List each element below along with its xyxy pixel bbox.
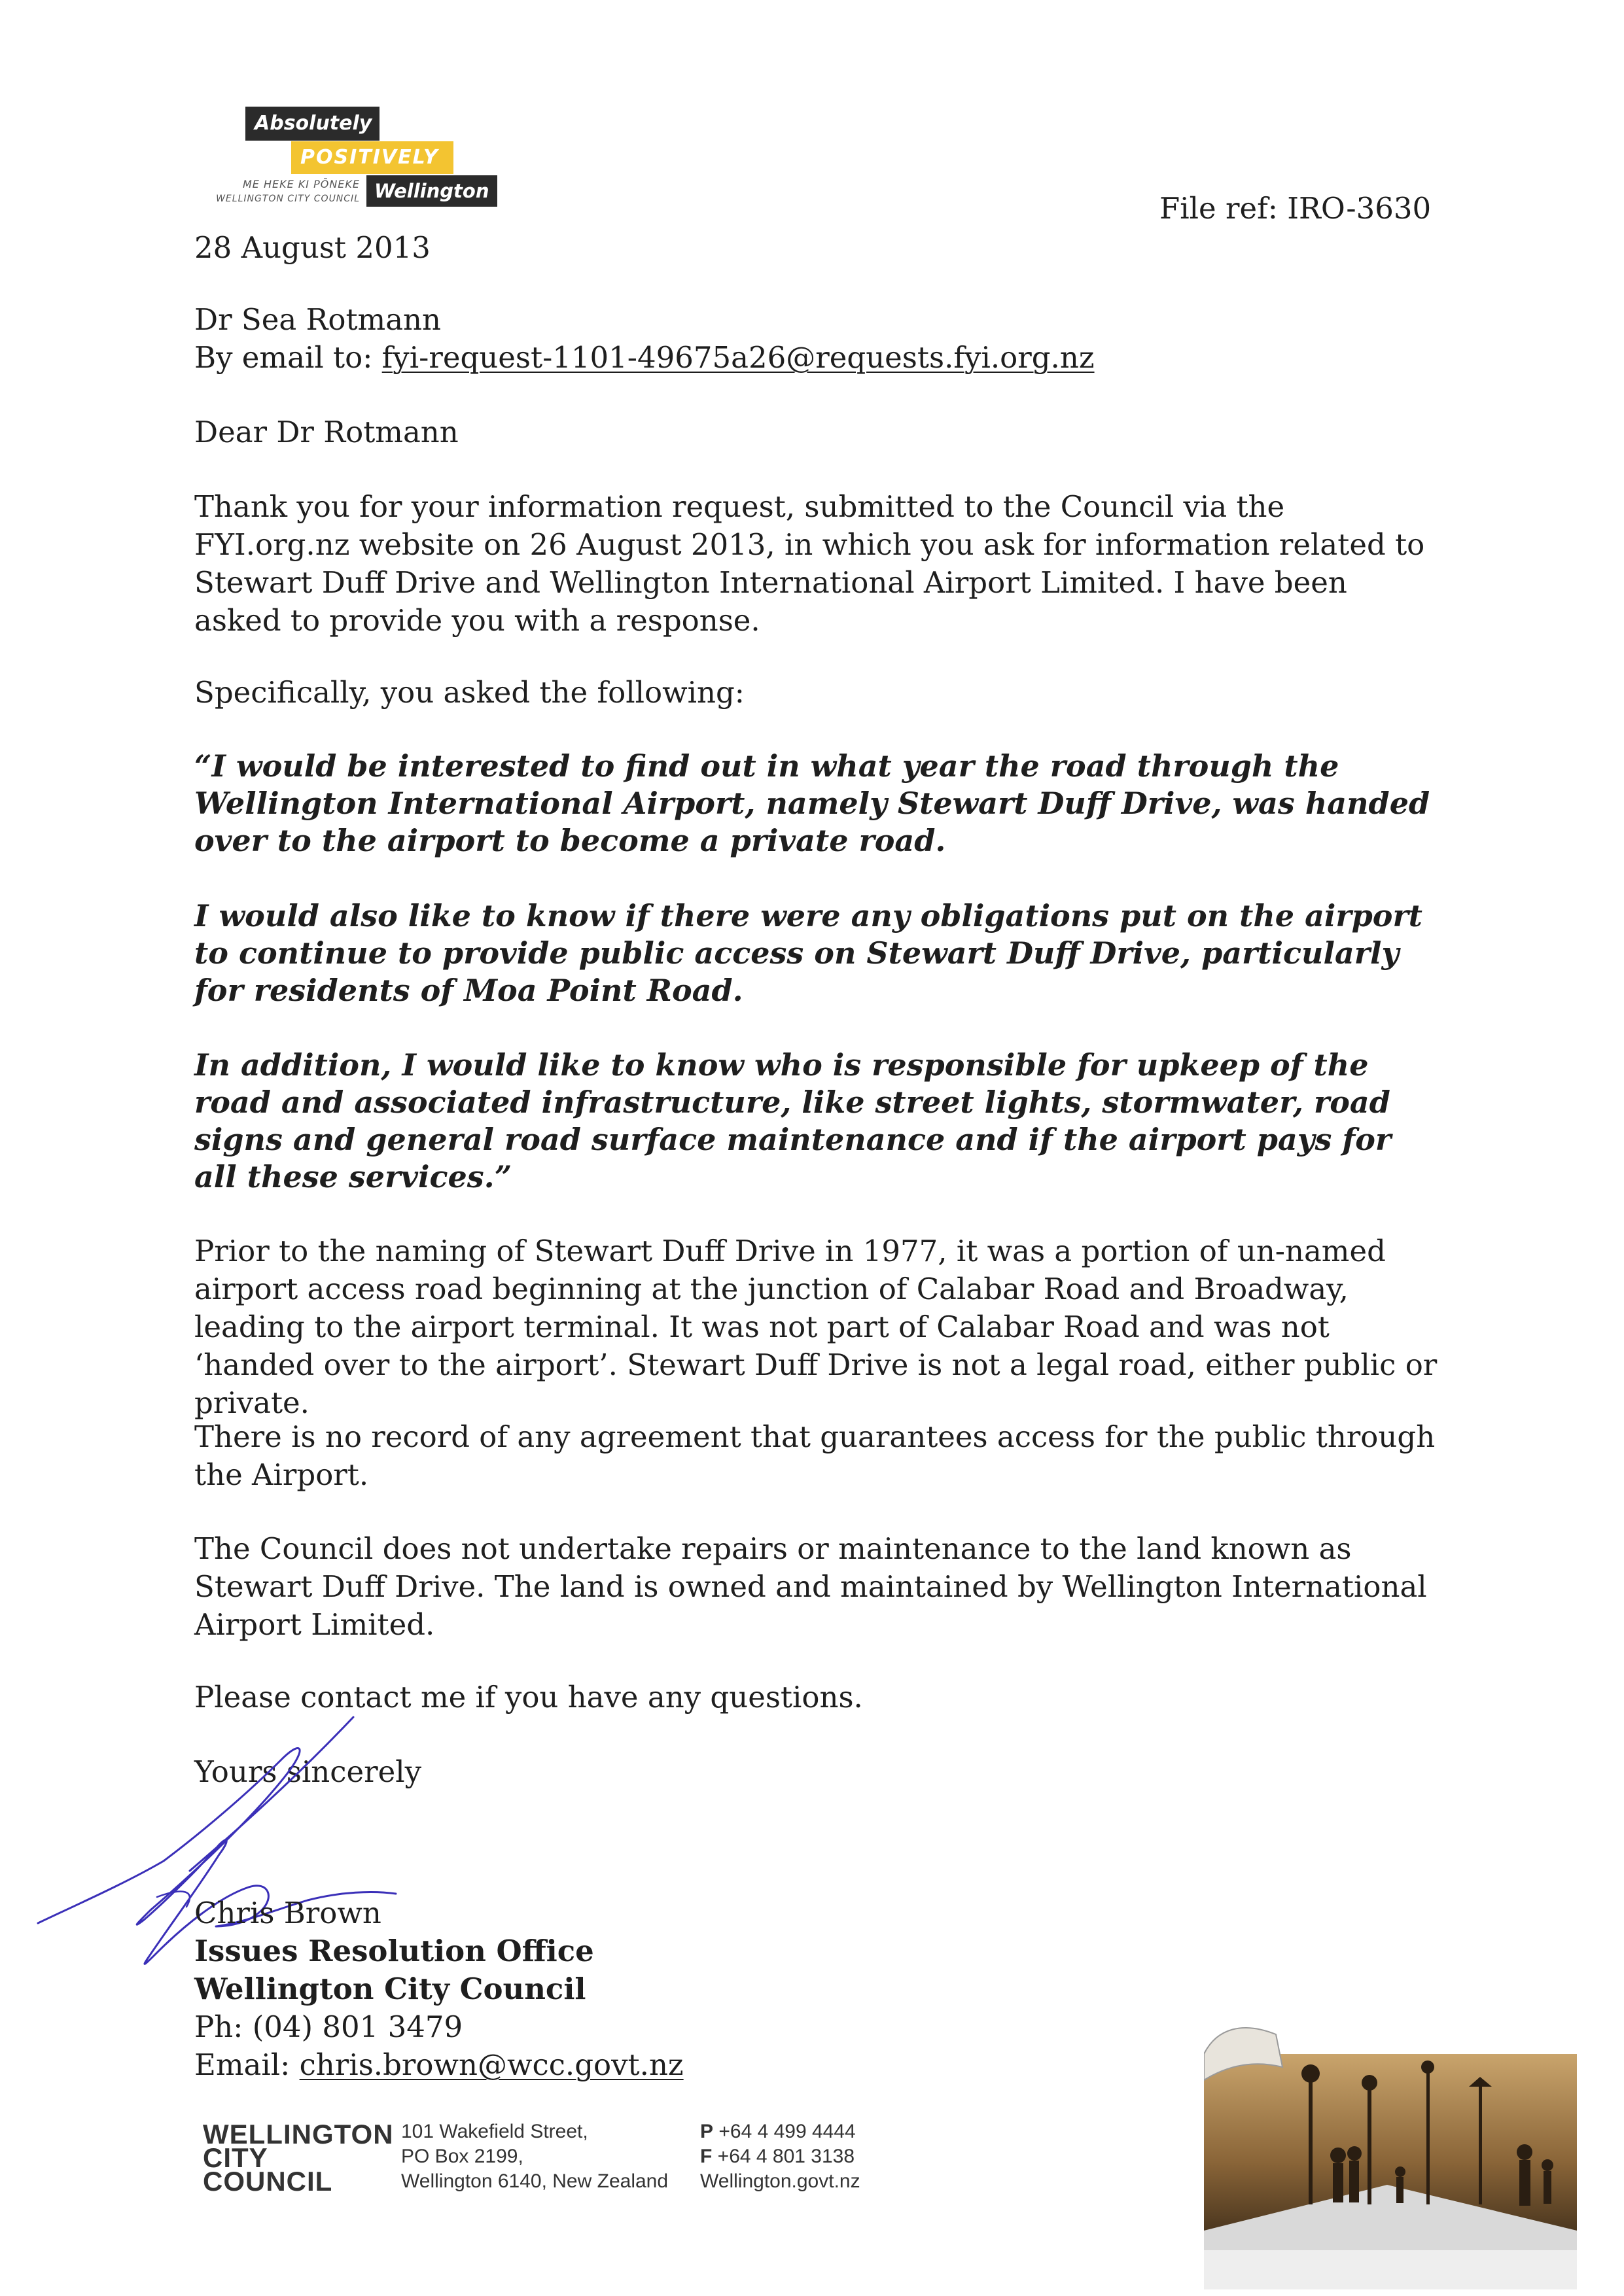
- footer-fax-row: [700, 2144, 860, 2169]
- footer-org-line-1: WELLINGTON: [203, 2119, 394, 2149]
- body-paragraph-3: [194, 1530, 1438, 1644]
- asked-text: Specifically, you asked the following:: [194, 675, 745, 710]
- logo-maori-tagline: ME HEKE KI PŌNEKE: [242, 178, 360, 190]
- recipient-email-line: [194, 339, 1095, 377]
- footer-contact: [700, 2119, 860, 2194]
- footer-fax: +64 4 801 3138: [717, 2146, 855, 2167]
- letter-date: 28 August 2013: [194, 230, 431, 265]
- body-paragraph-2: [194, 1418, 1438, 1494]
- footer-org-line-3: COUNCIL: [203, 2166, 333, 2197]
- body-paragraph-2-text: There is no record of any agreement that guarantees access for the public through the Airport.: [194, 1419, 1436, 1492]
- intro-text: Thank you for your information request, submitted to the Council via the FYI.org.nz website on 26 August 2013, in which you ask for information related to Stewart Duff Drive and Wellington International Airport Limited. I have been asked to provide you with a response.: [194, 489, 1425, 638]
- footer-council-wordmark: [203, 2119, 394, 2197]
- signer-organisation: Wellington City Council: [194, 1972, 586, 2006]
- footer-website[interactable]: Wellington.govt.nz: [700, 2170, 860, 2192]
- logo-positively: POSITIVELY: [291, 141, 453, 174]
- footer-fax-label: F: [700, 2146, 713, 2167]
- body-paragraph-1: [194, 1232, 1438, 1422]
- body-paragraph-3-text: The Council does not undertake repairs or maintenance to the land known as Stewart Duff Drive. The land is owned and maintained by Wellington International Airport Limited.: [194, 1531, 1427, 1642]
- signer-email-label: Email:: [194, 2047, 300, 2082]
- logo-wellington: Wellington: [366, 175, 497, 207]
- quote-paragraph-1: [194, 748, 1438, 860]
- logo-council-name: WELLINGTON CITY COUNCIL: [216, 194, 360, 204]
- quote-1-text: “I would be interested to find out in what year the road through the Wellington International Airport, namely Stewart Duff Drive, was handed over to the airport to become a private road.: [194, 748, 1430, 858]
- signer-name: Chris Brown: [194, 1896, 381, 1930]
- quote-paragraph-2: [194, 897, 1438, 1009]
- asked-paragraph: [194, 674, 1438, 712]
- footer-org-line-2: CITY: [203, 2142, 268, 2173]
- quote-2-text: I would also like to know if there were any obligations put on the airport to continue to provide public access on Stewart Duff Drive, particularly for residents of Moa Point Road.: [194, 898, 1422, 1008]
- intro-paragraph: [194, 488, 1438, 640]
- footer-phone-label: P: [700, 2121, 714, 2142]
- footer-waterfront-photo: [1204, 2015, 1590, 2289]
- footer-address-line-1: 101 Wakefield Street,: [401, 2121, 588, 2142]
- signer-email-link[interactable]: chris.brown@wcc.govt.nz: [299, 2047, 684, 2082]
- closing: Yours sincerely: [194, 1754, 422, 1789]
- quote-3-text: In addition, I would like to know who is responsible for upkeep of the road and associated infrastructure, like street lights, stormwater, road signs and general road surface maintenance and if the airport pays for all these services.”: [194, 1047, 1392, 1194]
- footer-phone: +64 4 499 4444: [718, 2121, 856, 2142]
- signer-email-line: [194, 2046, 684, 2084]
- signer-phone: Ph: (04) 801 3479: [194, 2009, 463, 2044]
- recipient-email-link[interactable]: fyi-request-1101-49675a26@requests.fyi.org.nz: [381, 340, 1095, 375]
- recipient-name: Dr Sea Rotmann: [194, 302, 442, 337]
- recipient-email-label: By email to:: [194, 340, 382, 375]
- file-reference: File ref: IRO-3630: [1159, 191, 1432, 226]
- logo-absolutely: Absolutely: [245, 107, 380, 141]
- body-paragraph-4-text: Please contact me if you have any questions.: [194, 1680, 863, 1714]
- signer-office: Issues Resolution Office: [194, 1934, 594, 1968]
- footer-address-line-2: PO Box 2199,: [401, 2146, 523, 2167]
- quote-paragraph-3: [194, 1047, 1438, 1196]
- body-paragraph-1-text: Prior to the naming of Stewart Duff Drive in 1977, it was a portion of un-named airport access road beginning at the junction of Calabar Road and Broadway, leading to the airport terminal. It was not part of Calabar Road and was not ‘handed over to the airport’. Stewart Duff Drive is not a legal road, either public or private.: [194, 1234, 1438, 1420]
- footer-address-line-3: Wellington 6140, New Zealand: [401, 2170, 669, 2192]
- footer-phone-row: [700, 2119, 860, 2144]
- footer-address: [401, 2119, 668, 2194]
- salutation: Dear Dr Rotmann: [194, 415, 459, 449]
